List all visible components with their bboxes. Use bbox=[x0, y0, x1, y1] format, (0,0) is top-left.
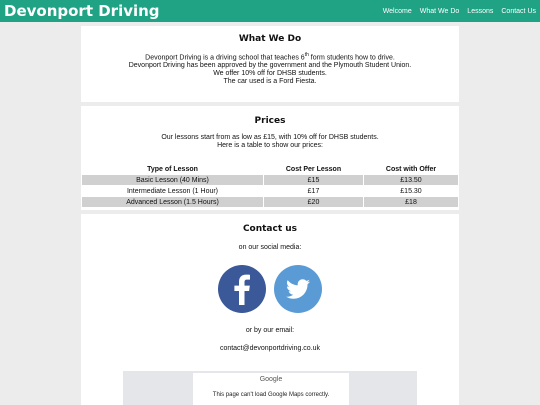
table-header-row bbox=[82, 164, 459, 175]
prices-intro bbox=[81, 134, 459, 150]
nav-lessons[interactable]: Lessons bbox=[467, 7, 494, 15]
twitter-icon bbox=[274, 265, 322, 313]
table-cell: Basic Lesson (40 Mins) bbox=[82, 175, 264, 186]
nav-what-we-do[interactable]: What We Do bbox=[419, 7, 460, 15]
price-table bbox=[81, 164, 459, 208]
brand-logo[interactable]: Devonport Driving bbox=[4, 2, 160, 20]
what-we-do-line-4: The car used is a Ford Fiesta. bbox=[223, 78, 317, 86]
column-header: Type of Lesson bbox=[147, 165, 198, 173]
main-nav bbox=[383, 0, 536, 22]
prices-intro-line-2: Here is a table to show our prices: bbox=[217, 142, 323, 149]
table-cell: £18 bbox=[364, 197, 459, 208]
table-cell: £15.30 bbox=[364, 186, 459, 197]
what-we-do-body bbox=[81, 51, 459, 86]
table-cell: £13.50 bbox=[364, 175, 459, 186]
google-logo: Google bbox=[259, 376, 283, 383]
facebook-link[interactable] bbox=[218, 265, 266, 313]
site-header bbox=[0, 0, 540, 22]
table-row bbox=[82, 175, 459, 186]
table-row bbox=[82, 186, 459, 197]
map-error-dialog bbox=[193, 373, 349, 405]
social-media-label: on our social media: bbox=[238, 244, 302, 251]
table-cell: Advanced Lesson (1.5 Hours) bbox=[82, 197, 264, 208]
table-row bbox=[82, 197, 459, 208]
prices-intro-line-1: Our lessons start from as low as £15, with 10% off for DHSB students. bbox=[161, 134, 379, 141]
contact-title: Contact us bbox=[242, 224, 298, 234]
table-cell: £20 bbox=[264, 197, 364, 208]
what-we-do-line-3: We offer 10% off for DHSB students. bbox=[213, 70, 327, 78]
table-cell: £15 bbox=[264, 175, 364, 186]
twitter-link[interactable] bbox=[274, 265, 322, 313]
email-label: or by our email: bbox=[245, 327, 295, 334]
map-error-message: This page can't load Google Maps correctly. bbox=[212, 392, 330, 398]
nav-welcome[interactable]: Welcome bbox=[382, 7, 412, 15]
column-header: Cost Per Lesson bbox=[285, 165, 342, 173]
table-cell: Intermediate Lesson (1 Hour) bbox=[82, 186, 264, 197]
table-cell: £17 bbox=[264, 186, 364, 197]
prices-title: Prices bbox=[254, 116, 286, 126]
facebook-icon bbox=[218, 265, 266, 313]
what-we-do-line-2: Devonport Driving has been approved by the government and the Plymouth Student Union. bbox=[128, 62, 412, 70]
contact-section bbox=[81, 214, 459, 405]
what-we-do-section bbox=[81, 26, 459, 102]
what-we-do-title: What We Do bbox=[238, 34, 302, 44]
prices-section bbox=[81, 106, 459, 210]
column-header: Cost with Offer bbox=[385, 165, 437, 173]
email-link[interactable]: contact@devonportdriving.co.uk bbox=[219, 345, 321, 352]
nav-contact-us[interactable]: Contact Us bbox=[501, 7, 536, 15]
what-we-do-line-1: Devonport Driving is a driving school that teaches 6th form students how to drive. bbox=[145, 52, 395, 62]
map-embed[interactable] bbox=[123, 371, 417, 405]
